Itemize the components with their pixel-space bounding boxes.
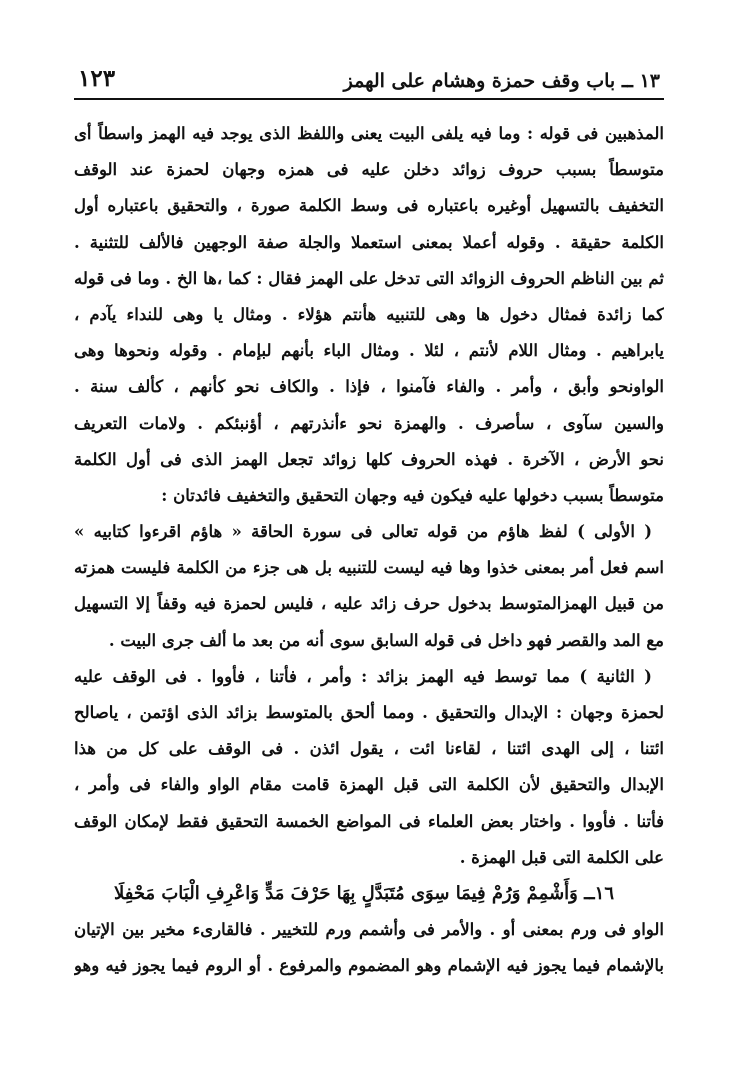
text-line: الواونحو وأبق ، وأمر . والفاء فآمنوا ، فإذا . والكاف نحو كأنهم ، كألف سنة . xyxy=(74,377,664,397)
text-line: المذهبين فى قوله : وما فيه يلفى البيت يعنى واللفظ الذى يوجد فيه الهمز واسطاً أى xyxy=(74,124,664,143)
header-rule xyxy=(74,98,664,100)
text-line: ثم بين الناظم الحروف الزوائد التى تدخل على الهمز فقال : كما ،ها الخ . وما فى قوله xyxy=(74,268,664,288)
text-line: والسين سآوى ، سأصرف . والهمزة نحو ءأنذرتهم ، أؤنبئكم . ولامات التعريف xyxy=(74,413,664,433)
text-line: من قبيل الهمزالمتوسط بدخول حرف زائد عليه ، فليس لحمزة فيه وقفاً إلا التسهيل xyxy=(74,594,664,614)
running-title: ١٣ ــ باب وقف حمزة وهشام على الهمز xyxy=(343,70,660,92)
text-line: الواو فى ورم بمعنى أو . والأمر فى وأشمم ورم للتخيير . فالقارىء مخير بين الإتيان xyxy=(74,920,664,940)
text-line: مع المد والقصر فهو داخل فى قوله السابق سوى أنه من بعد ما ألف جرى البيت . xyxy=(108,630,664,650)
text-line: فأتنا . فأووا . واختار بعض العلماء فى المواضع الخمسة التحقيق فقط لإمكان الوقف xyxy=(74,811,664,831)
page-header xyxy=(74,52,664,92)
text-line: اسم فعل أمر بمعنى خذوا وها فيه ليست للتنبيه بل هى جزء من الكلمة فليست همزته xyxy=(74,558,664,578)
page-number: ١٢٣ xyxy=(78,65,116,92)
text-line: متوسطاً بسبب دخولها عليه فيكون فيه وجهان التحقيق والتخفيف فائدتان : xyxy=(161,485,664,505)
text-line: متوسطاً بسبب حروف زوائد دخلن عليه فى همزه وجهان لحمزة عند الوقف xyxy=(74,160,664,180)
text-line: ( الثانية ) مما توسط فيه الهمز بزائد : وأمر ، فأتنا ، فأووا . فى الوقف عليه xyxy=(74,666,652,686)
text-line: الإبدال والتحقيق لأن الكلمة التى قبل الهمزة قامت مقام الواو والفاء فى وأمر ، xyxy=(74,775,664,795)
text-line: بالإشمام فيما يجوز فيه الإشمام وهو المضموم والمرفوع . أو الروم فيما يجوز فيه وهو xyxy=(74,956,664,976)
text-line: ( الأولى ) لفظ هاؤم من قوله تعالى فى سورة الحاقة « هاؤم اقرءوا كتابيه » xyxy=(74,522,652,542)
text-line: يابراهيم . ومثال اللام لأنتم ، لئلا . ومثال الباء بأنهم لبإمام . وقوله ونحوها وهى xyxy=(74,341,664,361)
text-line: كما زائدة فمثال دخول ها وهى للتنبيه هأنتم هؤلاء . ومثال يا وهى للنداء يآدم ، xyxy=(74,304,664,324)
text-line: نحو الأرض ، الآخرة . فهذه الحروف كلها زوائد تجعل الهمز الذى فى أول الكلمة xyxy=(74,449,664,469)
text-line: على الكلمة التى قبل الهمزة . xyxy=(459,847,664,867)
text-line: الكلمة حقيقة . وقوله أعملا بمعنى استعملا والجلة صفة الوجهين فالألف للتثنية . xyxy=(74,232,664,252)
text-line: لحمزة وجهان : الإبدال والتحقيق . ومما ألحق بالمتوسط بزائد الذى اؤتمن ، ياصالح xyxy=(74,703,664,722)
text-line: ائتنا ، إلى الهدى ائتنا ، لقاءنا ائت ، يقول ائذن . فى الوقف على كل من هذا xyxy=(74,739,664,759)
verse-line: ١٦ــ وَأَشْمِمْ وَرُمْ فِيمَا سِوَى مُتَبَدَّلٍ بِهَا حَرْفَ مَدٍّ وَاعْرِفِ الْبَابَ مَحْفِلَا xyxy=(113,882,615,904)
body-text xyxy=(74,116,664,985)
text-line: التخفيف بالتسهيل أوغيره باعتباره فى وسط الكلمة صورة ، والتحقيق باعتباره أول xyxy=(74,196,664,216)
